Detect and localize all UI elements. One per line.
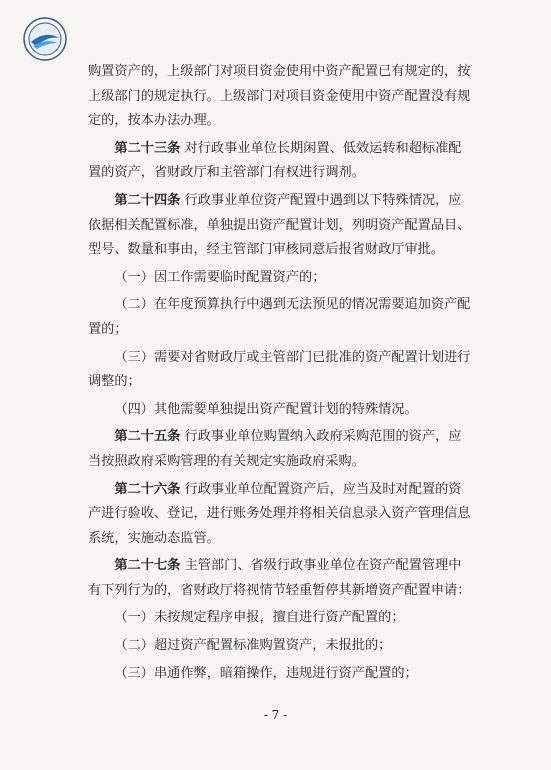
paragraph-article-27: 第二十七条 主管部门、省级行政事业单位在资产配置管理中有下列行为的，省财政厅将视情节轻重暂停其新增资产配置申请：	[88, 558, 471, 598]
list-item: （四）其他需要单独提出资产配置计划的特殊情况。	[114, 401, 418, 417]
paragraph-0: 购置资产的，上级部门对项目资金使用中资产配置已有规定的，按上级部门的规定执行。上级部门对项目资金使用中资产配置没有规定的，按本办法办理。	[88, 64, 471, 129]
article-heading: 第二十三条	[114, 140, 181, 156]
list-item: （三）串通作弊，暗箱操作，违规进行资产配置的；	[114, 665, 418, 681]
list-item: （二）超过资产配置标准购置资产，未报批的；	[114, 638, 392, 654]
paragraph-article-24: 第二十四条 行政事业单位资产配置中遇到以下特殊情况，应依据相关配置标准，单独提出资产配置计划，列明资产配置品目、型号、数量和事由，经主管部门审核同意后报省财政厅审批。	[88, 192, 471, 258]
list-item: （二）在年度预算执行中遇到无法预见的情况需要追加资产配置的；	[88, 297, 471, 337]
paragraph-article-23: 第二十三条 对行政事业单位长期闲置、低效运转和超标准配置的资产，省财政厅和主管部门有权进行调剂。	[88, 140, 462, 181]
list-item: （三）需要对省财政厅或主管部门已批准的资产配置计划进行调整的；	[88, 349, 471, 390]
list-item: （一）未按规定程序申报，擅自进行资产配置的；	[114, 610, 405, 626]
list-item: （一）因工作需要临时配置资产的；	[114, 269, 326, 285]
article-heading: 第二十六条	[114, 481, 181, 497]
paragraph-article-25: 第二十五条 行政事业单位购置纳入政府采购范围的资产，应当按照政府采购管理的有关规定实施政府采购。	[88, 429, 462, 469]
page-number: - 7 -	[263, 708, 288, 722]
paragraph-article-26: 第二十六条 行政事业单位配置资产后，应当及时对配置的资产进行验收、登记，进行账务处理并将相关信息录入资产管理信息系统，实施动态监管。	[88, 481, 471, 546]
document-body	[88, 60, 472, 686]
logo-icon	[22, 16, 68, 62]
article-heading: 第二十五条	[114, 429, 181, 445]
article-heading: 第二十四条	[114, 192, 181, 208]
article-heading: 第二十七条	[114, 558, 181, 574]
